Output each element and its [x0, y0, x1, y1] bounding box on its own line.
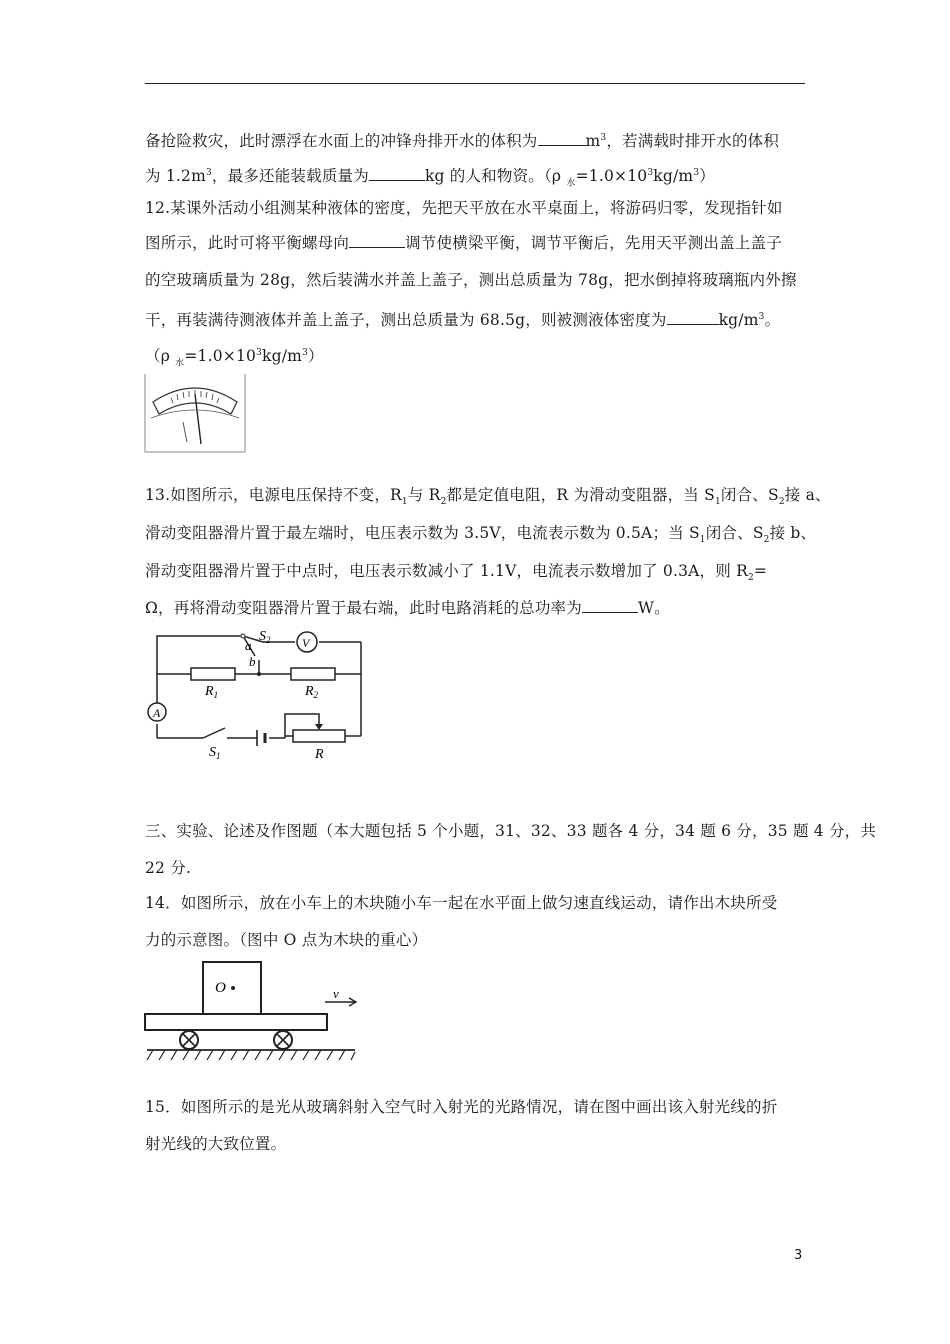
- subscript: 1: [699, 535, 706, 546]
- label-s1: $S_1$: [209, 745, 221, 761]
- q12-text: kg/m: [718, 311, 759, 330]
- subscript: 2: [778, 497, 785, 508]
- q14-line-2: 力的示意图。（图中 O 点为木块的重心）: [145, 931, 428, 949]
- q13-text: 滑动变阻器滑片置于最左端时，电压表示数为 3.5V，电流表示数为 0.5A；当 S: [145, 524, 700, 542]
- q11-line-1: [145, 128, 779, 151]
- q11-text: 备抢险救灾，此时漂浮在水面上的冲锋舟排开水的体积为: [145, 132, 538, 151]
- q12-line-5: [145, 343, 324, 373]
- header-rule: [145, 83, 805, 84]
- subscript: 水: [175, 358, 185, 369]
- q15-line-2: 射光线的大致位置。: [145, 1135, 287, 1153]
- answer-blank[interactable]: [667, 310, 719, 325]
- superscript: 3: [600, 133, 607, 143]
- q12-text: 。: [764, 311, 781, 330]
- circuit-diagram: [145, 628, 375, 763]
- q11-text: ，若满载时排开水的体积: [606, 132, 780, 151]
- label-s2: $S_2$: [259, 629, 271, 645]
- section-3-heading: 三、实验、论述及作图题（本大题包括 5 个小题，31、32、33 题各 4 分，34 题 6 分，35 题 4 分，共: [145, 822, 877, 840]
- q11-text: kg 的人和物资。（ρ: [424, 167, 567, 186]
- q11-text: ，最多还能装载质量为: [211, 167, 369, 186]
- superscript: 3: [693, 168, 700, 178]
- q13-text: 接 b、: [769, 524, 817, 542]
- q12-line-4: [145, 307, 780, 330]
- q12-text: ）: [308, 347, 324, 366]
- section-3-heading-cont: 22 分.: [145, 859, 192, 877]
- q12-text: 调节使横梁平衡，调节平衡后，先用天平测出盖上盖子: [405, 234, 782, 252]
- unit-text: m: [585, 132, 601, 151]
- label-r2: $R_2$: [305, 684, 319, 700]
- q11-text: 为 1.2m: [145, 167, 206, 186]
- q13-text: 闭合、S: [720, 486, 779, 504]
- superscript: 3: [758, 312, 765, 322]
- label-r: R: [315, 747, 324, 762]
- q13-text: 滑动变阻器滑片置于中点时，电压表示数减小了 1.1V，电流表示数增加了 0.3A，则 R: [145, 562, 748, 580]
- q13-text: 13.如图所示，电源电压保持不变，R: [145, 486, 402, 504]
- q13-line-1: [145, 485, 831, 512]
- subscript: 2: [440, 497, 447, 508]
- q13-text: 接 a、: [784, 486, 831, 504]
- subscript: 2: [763, 535, 770, 546]
- q12-text: 干，再装满待测液体并盖上盖子，测出总质量为 68.5g，则被测液体密度为: [145, 311, 667, 330]
- answer-blank[interactable]: [538, 131, 586, 146]
- q15-line-1: 15．如图所示的是光从玻璃斜射入空气时入射光的光路情况，请在图中画出该入射光线的折: [145, 1098, 778, 1116]
- answer-blank[interactable]: [349, 233, 405, 248]
- label-b-terminal: b: [249, 654, 256, 669]
- subscript: 水: [566, 178, 576, 189]
- cart-body: [145, 1014, 327, 1030]
- label-r1: $R_1$: [205, 684, 219, 700]
- q13-line-2: [145, 523, 816, 550]
- q13-text: =: [753, 562, 768, 580]
- subscript: 2: [747, 573, 754, 584]
- subscript: 1: [401, 497, 408, 508]
- q11-text: =1.0×10: [575, 167, 648, 186]
- q13-text: W。: [637, 599, 670, 617]
- cart-block-figure: [143, 958, 359, 1062]
- q13-text: 与 R: [407, 486, 441, 504]
- ground-hatching: [147, 1050, 355, 1060]
- label-o: O: [215, 980, 226, 996]
- answer-blank[interactable]: [582, 598, 638, 613]
- answer-blank[interactable]: [369, 166, 425, 181]
- superscript: 3: [647, 168, 654, 178]
- balance-pointer-figure: [143, 372, 247, 454]
- label-v: V: [302, 636, 310, 650]
- resistor-r2: [291, 668, 335, 680]
- q14-line-1: 14．如图所示，放在小车上的木块随小车一起在水平面上做匀速直线运动，请作出木块所受: [145, 894, 778, 912]
- q13-line-3: [145, 561, 767, 588]
- page-number: 3: [794, 1248, 803, 1263]
- q13-text: 都是定值电阻，R 为滑动变阻器，当 S: [446, 486, 715, 504]
- q12-line-1: 12.某课外活动小组测某种液体的密度，先把天平放在水平桌面上，将游码归零，发现指针如: [145, 199, 783, 217]
- wheel-icon: [180, 1031, 198, 1049]
- superscript: 3: [205, 168, 212, 178]
- q12-text: =1.0×10: [184, 347, 257, 366]
- q13-text: Ω，再将滑动变阻器滑片置于最右端，此时电路消耗的总功率为: [145, 599, 582, 617]
- center-of-gravity-dot: [231, 986, 235, 990]
- q12-text: （ρ: [145, 347, 176, 366]
- label-a-terminal: a: [245, 638, 252, 653]
- q11-text: ）: [699, 167, 715, 186]
- q12-text: 图所示，此时可将平衡螺母向: [145, 234, 350, 252]
- subscript: 1: [714, 497, 721, 508]
- label-v-velocity: v: [333, 986, 339, 1001]
- resistor-r1: [191, 668, 235, 680]
- q12-line-3: 的空玻璃质量为 28g，然后装满水并盖上盖子，测出总质量为 78g，把水倒掉将玻璃瓶内外擦: [145, 271, 797, 289]
- q11-text: kg/m: [653, 167, 694, 186]
- q13-text: 闭合、S: [705, 524, 764, 542]
- q12-text: kg/m: [262, 347, 303, 366]
- rheostat-r: [293, 730, 345, 742]
- q11-line-2: [145, 163, 715, 193]
- wheel-icon: [274, 1031, 292, 1049]
- q12-line-2: [145, 233, 782, 253]
- superscript: 3: [302, 348, 309, 358]
- label-a: A: [153, 706, 161, 720]
- q13-line-4: [145, 598, 670, 618]
- superscript: 3: [256, 348, 263, 358]
